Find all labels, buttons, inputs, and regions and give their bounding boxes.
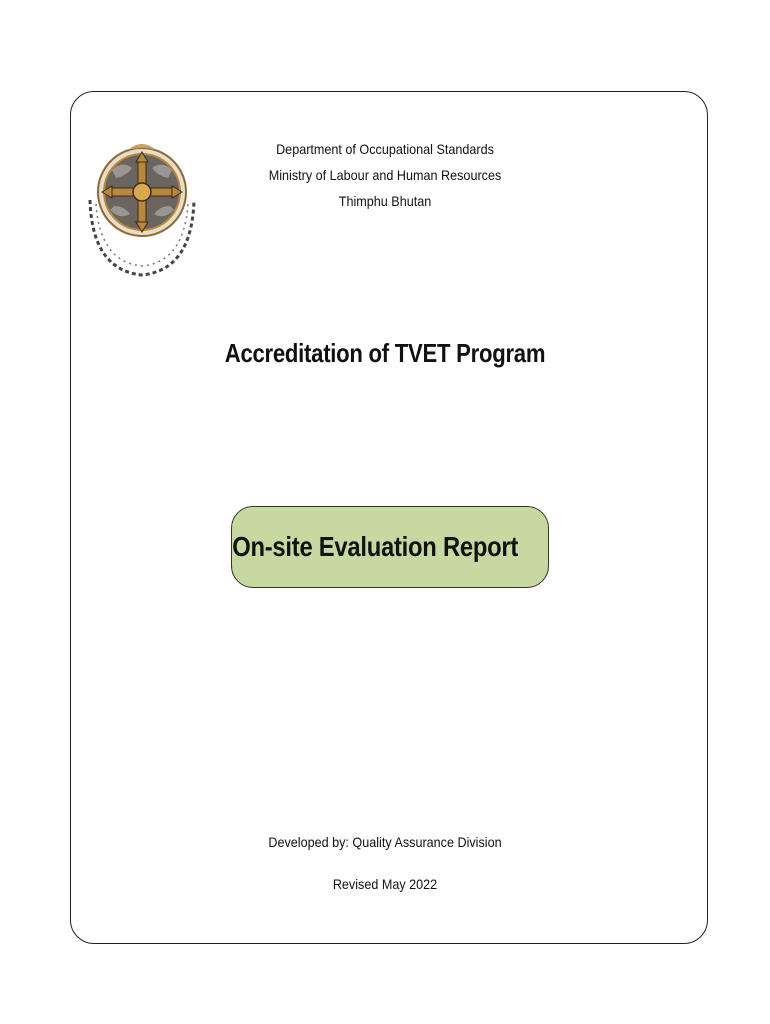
- location-text: Thimphu Bhutan: [338, 193, 432, 209]
- developed-by-text: Developed by: Quality Assurance Division: [268, 834, 502, 850]
- department-name: Department of Occupational Standards: [276, 141, 494, 157]
- report-type-badge: [231, 506, 549, 588]
- report-type-label: On-site Evaluation Report: [232, 531, 518, 562]
- revised-date-text: Revised May 2022: [332, 876, 438, 892]
- royal-emblem-icon: [82, 120, 202, 290]
- ministry-name: Ministry of Labour and Human Resources: [268, 167, 502, 183]
- document-title: Accreditation of TVET Program: [224, 338, 546, 368]
- header-block: [246, 136, 525, 214]
